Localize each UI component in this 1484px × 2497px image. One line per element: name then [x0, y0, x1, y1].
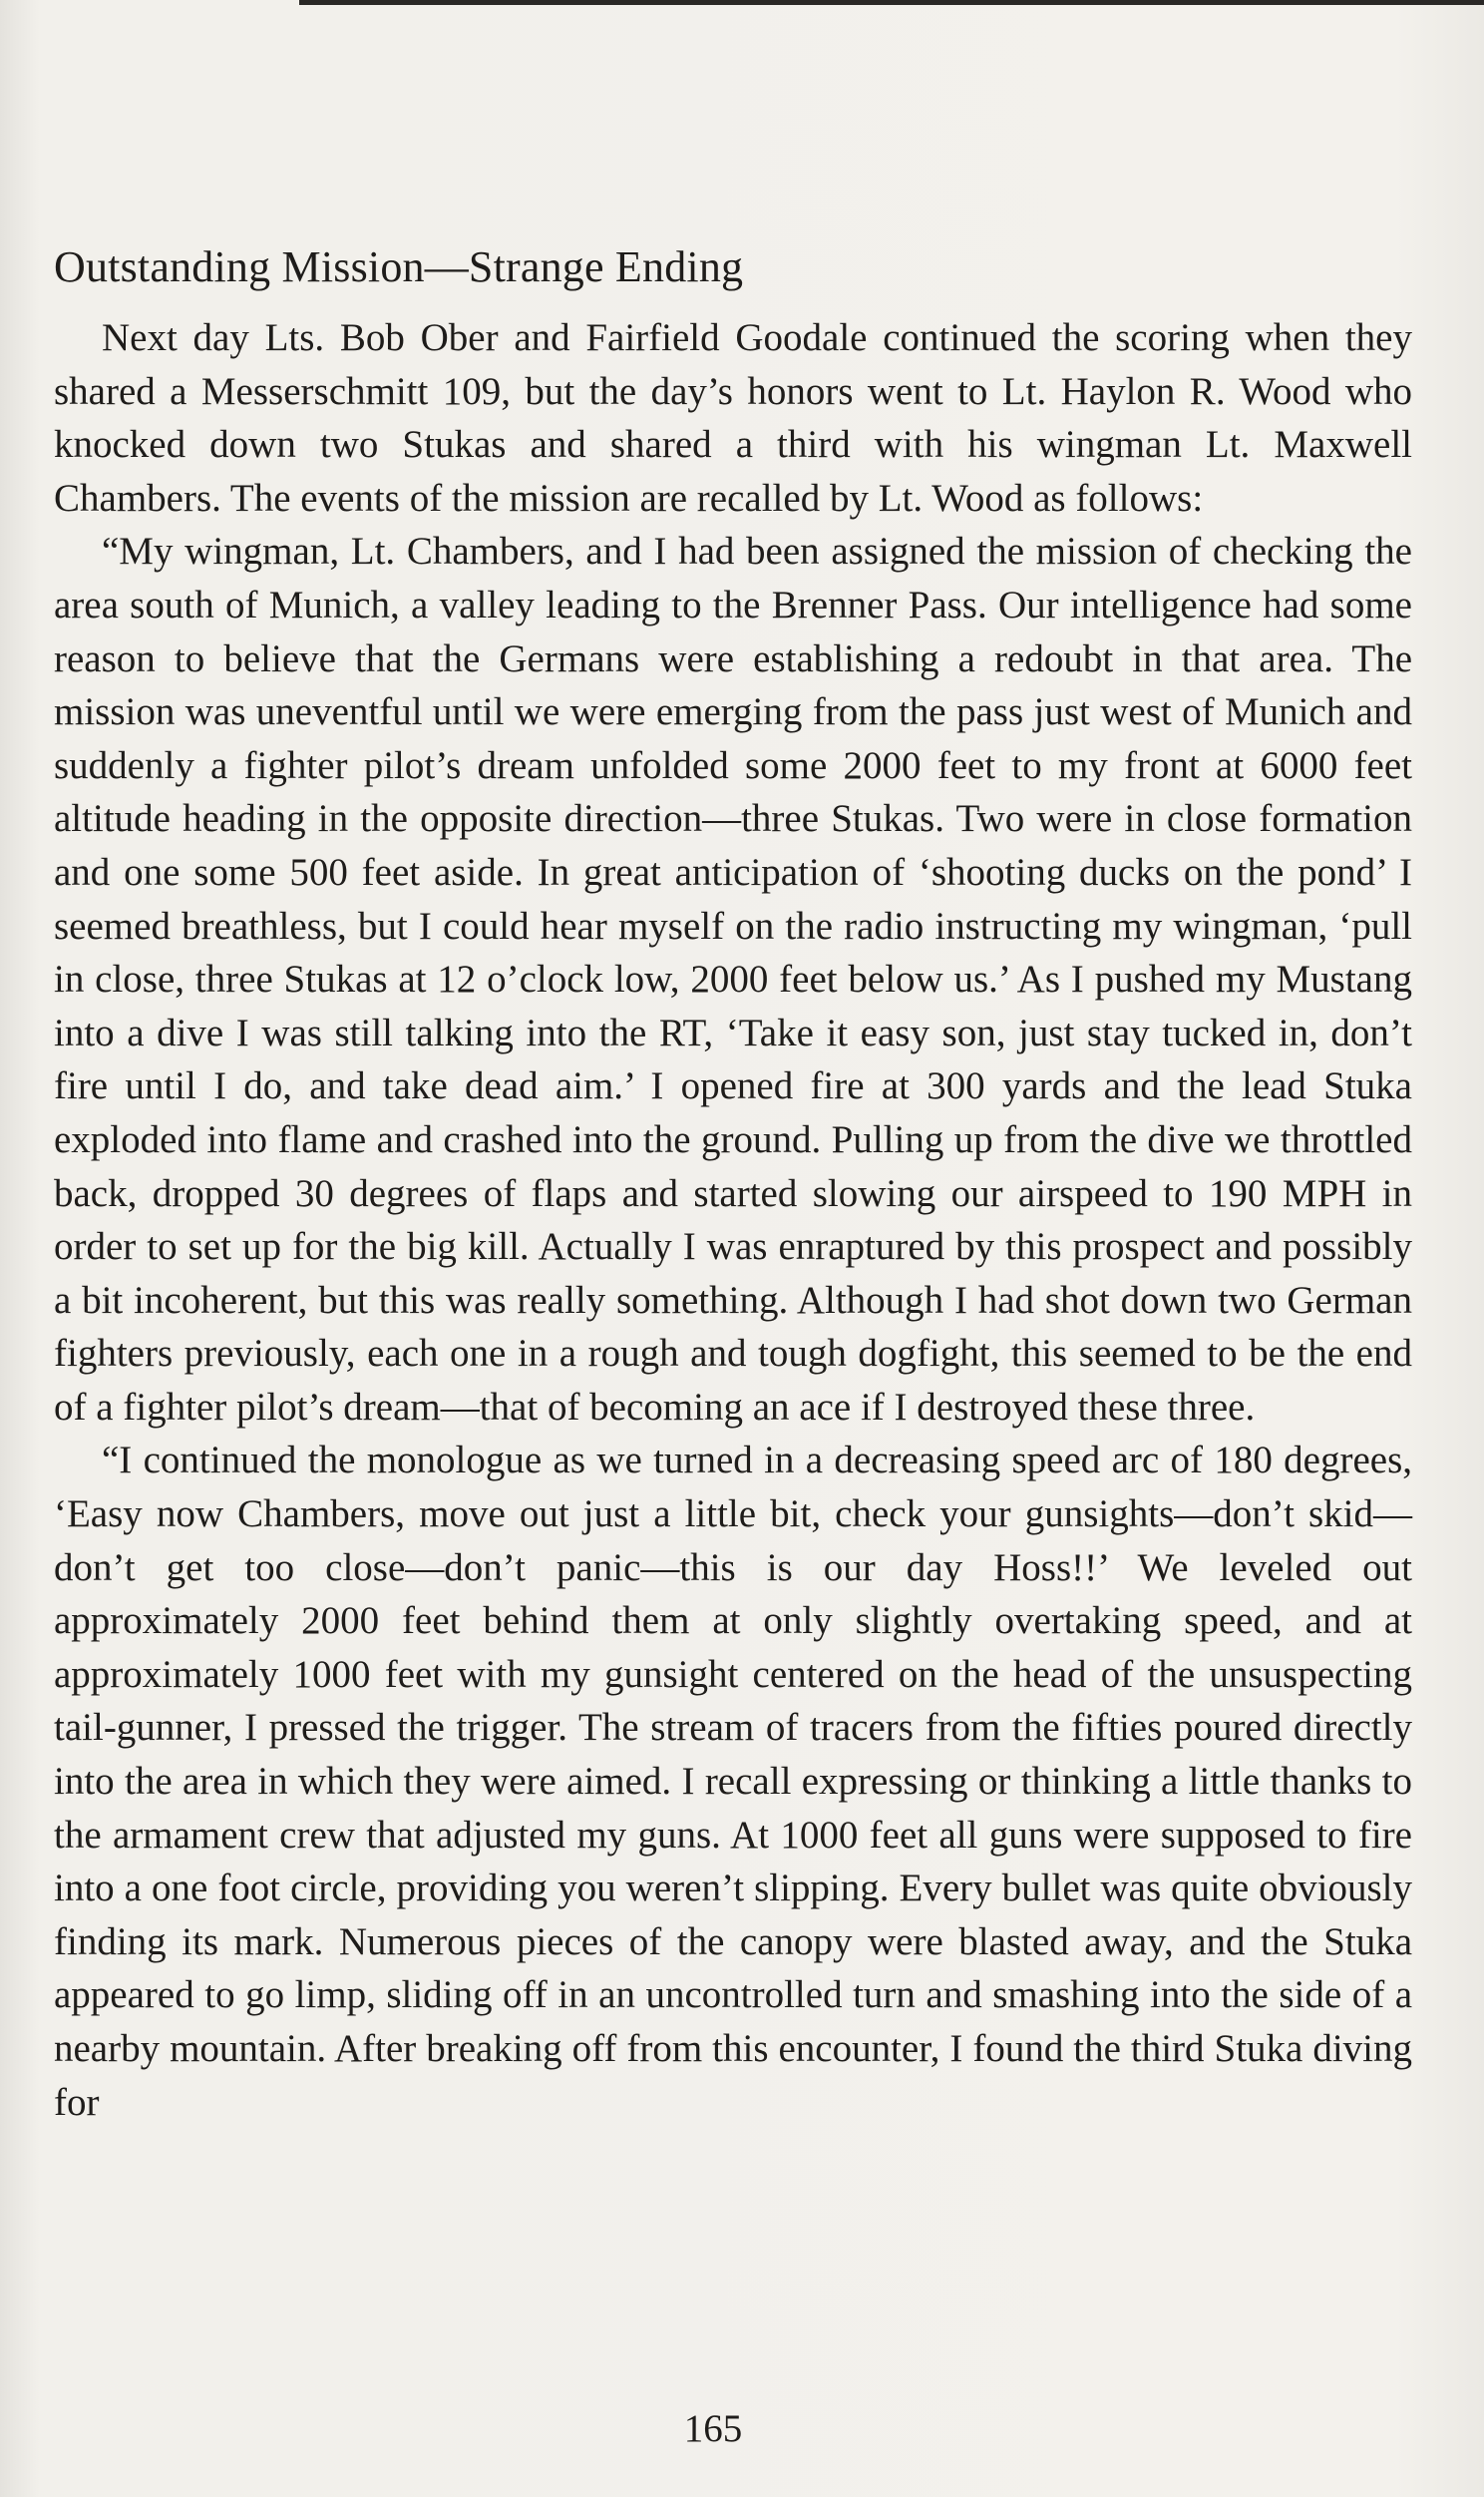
section-heading: Outstanding Mission—Strange Ending [54, 242, 744, 291]
body-text [54, 311, 1412, 2129]
paragraph: “My wingman, Lt. Chambers, and I had been assigned the mission of checking the area south of Munich, a valley leading to the Brenner Pass. Our intelligence had some reason to believe that the Germans were establishing a redoubt in that area. The mission was uneventful until we were emerging from the pass just west of Munich and suddenly a fighter pilot’s dream unfolded some 2000 feet to my front at 6000 feet altitude heading in the opposite direction—three Stukas. Two were in close formation and one some 500 feet aside. In great anticipation of ‘shooting ducks on the pond’ I seemed breathless, but I could hear myself on the radio instructing my wingman, ‘pull in close, three Stukas at 12 o’clock low, 2000 feet below us.’ As I pushed my Mustang into a dive I was still talking into the RT, ‘Take it easy son, just stay tucked in, don’t fire until I do, and take dead aim.’ I opened fire at 300 yards and the lead Stuka exploded into flame and crashed into the ground. Pulling up from the dive we throttled back, dropped 30 degrees of flaps and started slowing our airspeed to 190 MPH in order to set up for the big kill. Actually I was enraptured by this prospect and possibly a bit incoherent, but this was really something. Although I had shot down two German fighters previously, each one in a rough and tough dogfight, this seemed to be the end of a fighter pilot’s dream—that of becoming an ace if I destroyed these three. [54, 530, 1412, 1429]
paragraph: “I continued the monologue as we turned in a decreasing speed arc of 180 degrees, ‘Easy now Chambers, move out just a little bit, check your gunsights—don’t skid—don’t get too close—don’t panic—this is our day Hoss!!’ We leveled out approximately 2000 feet behind them at only slightly overtaking speed, and at approximately 1000 feet with my gunsight centered on the head of the unsuspecting tail-gunner, I pressed the trigger. The stream of tracers from the fifties poured directly into the area in which they were aimed. I recall expressing or thinking a little thanks to the armament crew that adjusted my guns. At 1000 feet all guns were supposed to fire into a one foot circle, providing you weren’t slipping. Every bullet was quite obviously finding its mark. Numerous pieces of the canopy were blasted away, and the Stuka appeared to go limp, sliding off in an uncontrolled turn and smashing into the side of a nearby mountain. After breaking off from this encounter, I found the third Stuka diving for [54, 1439, 1412, 2124]
paragraph: Next day Lts. Bob Ober and Fairfield Goodale continued the scoring when they shared a Messerschmitt 109, but the day’s honors went to Lt. Haylon R. Wood who knocked down two Stukas and shared a third with his wingman Lt. Maxwell Chambers. The events of the mission are recalled by Lt. Wood as follows: [54, 316, 1412, 520]
page-number: 165 [683, 2407, 743, 2450]
page-top-edge [299, 0, 1484, 5]
